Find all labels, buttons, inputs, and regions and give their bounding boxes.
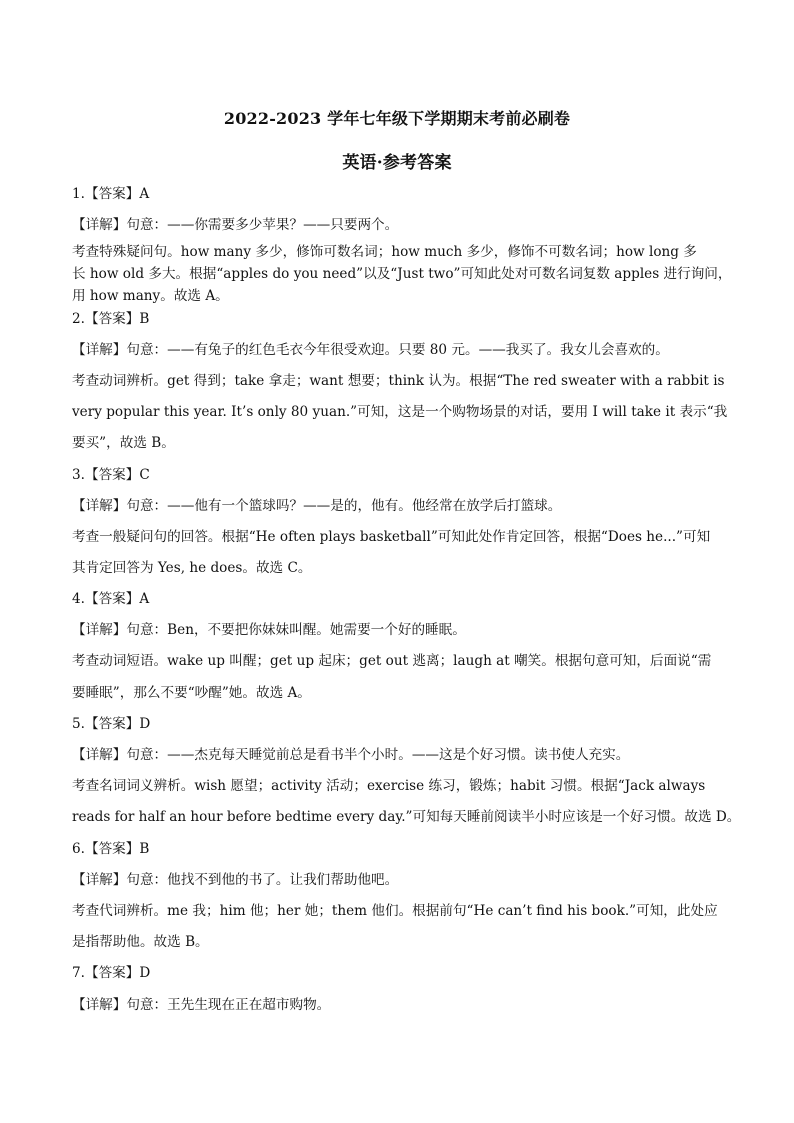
explanation-line: 【详解】句意：——他有一个篮球吗？——是的，他有。他经常在放学后打篮球。: [72, 498, 562, 514]
explanation-line: 长 how old 多大。根据“apples do you need”以及“Just two”可知此处对可数名词复数 apples 进行询问，: [72, 266, 732, 282]
explanation-line: 考查名词词义辨析。wish 愿望；activity 活动；exercise 练习，锻炼；habit 习惯。根据“Jack always: [72, 778, 706, 794]
explanation-line: 是指帮助他。故选 B。: [72, 934, 209, 950]
explanation-line: 考查动词短语。wake up 叫醒；get up 起床；get out 逃离；laugh at 嘲笑。根据句意可知，后面说“需: [72, 653, 712, 669]
answer-heading-3: 3.【答案】C: [72, 467, 150, 483]
explanation-line: 其肯定回答为 Yes, he does。故选 C。: [72, 560, 312, 576]
answer-heading-6: 6.【答案】B: [72, 841, 150, 857]
explanation-line: 【详解】句意：——杰克每天睡觉前总是看书半个小时。——这是个好习惯。读书使人充实。: [72, 747, 630, 763]
explanation-line: 考查特殊疑问句。how many 多少，修饰可数名词；how much 多少，修饰不可数名词；how long 多: [72, 244, 697, 260]
explanation-line: 【详解】句意：——有兔子的红色毛衣今年很受欢迎。只要 80 元。——我买了。我女儿会喜欢的。: [72, 342, 669, 358]
answer-heading-1: 1.【答案】A: [72, 186, 150, 202]
explanation-line: 【详解】句意：他找不到他的书了。让我们帮助他吧。: [72, 872, 399, 888]
explanation-line: 考查一般疑问句的回答。根据“He often plays basketball”可知此处作肯定回答，根据“Does he...”可知: [72, 529, 711, 545]
explanation-line: reads for half an hour before bedtime every day.”可知每天睡前阅读半小时应该是一个好习惯。故选 D。: [72, 809, 741, 825]
explanation-line: 【详解】句意：王先生现在正在超市购物。: [72, 997, 331, 1013]
explanation-line: 【详解】句意：Ben，不要把你妹妹叫醒。她需要一个好的睡眠。: [72, 622, 466, 638]
answer-heading-2: 2.【答案】B: [72, 311, 150, 327]
explanation-line: 【详解】句意：——你需要多少苹果？——只要两个。: [72, 217, 399, 233]
answer-heading-7: 7.【答案】D: [72, 965, 151, 981]
explanation-line: very popular this year. It’s only 80 yuan.”可知，这是一个购物场景的对话，要用 I will take it 表示“我: [72, 404, 728, 420]
document-title: 2022-2023 学年七年级下学期期末考前必刷卷: [223, 109, 571, 128]
answer-heading-5: 5.【答案】D: [72, 716, 151, 732]
explanation-line: 要睡眠”，那么不要“吵醒”她。故选 A。: [72, 685, 311, 701]
explanation-line: 考查动词辨析。get 得到；take 拿走；want 想要；think 认为。根据“The red sweater with a rabbit is: [72, 373, 725, 389]
explanation-line: 考查代词辨析。me 我；him 他；her 她；them 他们。根据前句“He can’t find his book.”可知，此处应: [72, 903, 718, 919]
answer-heading-4: 4.【答案】A: [72, 591, 150, 607]
explanation-line: 用 how many。故选 A。: [72, 288, 229, 304]
document-subtitle: 英语·参考答案: [342, 153, 452, 173]
explanation-line: 要买”，故选 B。: [72, 435, 175, 451]
